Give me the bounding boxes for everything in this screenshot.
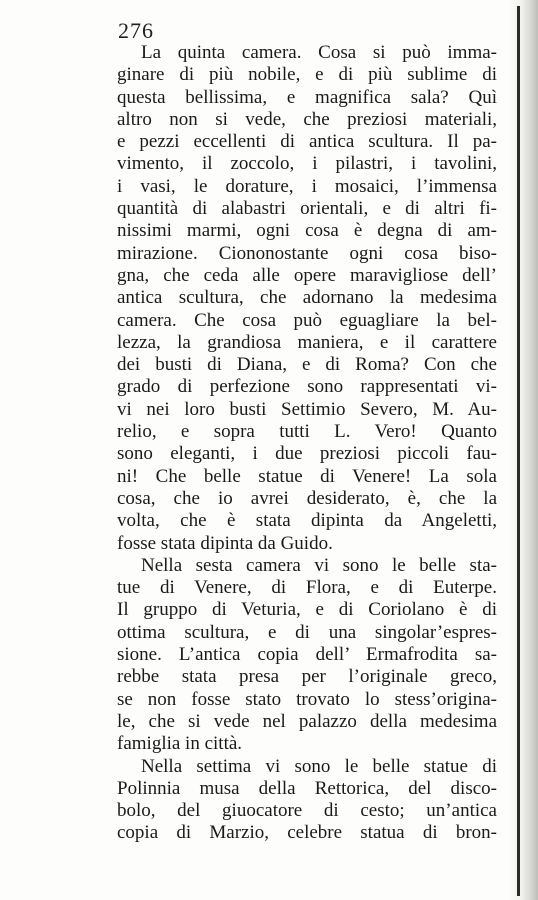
page-gutter-shadow [508, 0, 538, 900]
text-line: rebbe stata presa per l’originale greco, [117, 666, 497, 688]
text-line: cosa, che io avrei desiderato, è, che la [117, 487, 497, 509]
text-line: vi nei loro busti Settimio Severo, M. Au- [117, 398, 497, 420]
text-line: Nella settima vi sono le belle statue di [141, 755, 497, 777]
text-line: i vasi, le dorature, i mosaici, l’immensa [117, 175, 497, 197]
text-line: camera. Che cosa può eguagliare la bel- [117, 309, 497, 331]
text-line: antica scultura, che adornano la medesima [117, 287, 497, 309]
text-line: se non fosse stato trovato lo stess’origina- [117, 688, 497, 710]
text-line: Nella sesta camera vi sono le belle sta- [141, 554, 497, 576]
text-line: bolo, del giuocatore di cesto; un’antica [117, 800, 497, 822]
binding-edge [517, 6, 520, 896]
text-line: sione. L’antica copia dell’ Ermafrodita sa- [117, 644, 497, 666]
text-line: volta, che è stata dipinta da Angeletti, [117, 510, 497, 532]
text-line: Polinnia musa della Rettorica, del disco- [117, 777, 497, 799]
text-line: questa bellissima, e magnifica sala? Quì [117, 86, 497, 108]
text-line: ottima scultura, e di una singolar’espres- [117, 621, 497, 643]
text-line: La quinta camera. Cosa si può imma- [141, 42, 497, 63]
page-text [117, 42, 497, 845]
text-line: relio, e sopra tutti L. Vero! Quanto [117, 421, 497, 443]
text-line: copia di Marzio, celebre statua di bron- [117, 822, 497, 844]
text-line: tue di Venere, di Flora, e di Euterpe. [117, 577, 497, 599]
text-line: altro non si vede, che preziosi materiali, [117, 108, 497, 130]
text-line: grado di perfezione sono rappresentati vi- [117, 376, 497, 398]
text-line: quantità di alabastri orientali, e di altri fi- [117, 198, 497, 220]
text-line: famiglia in città. [117, 733, 243, 755]
text-line: sono eleganti, i due preziosi piccoli fau- [117, 443, 497, 465]
text-line: Il gruppo di Veturia, e di Coriolano è di [117, 599, 497, 621]
text-line: gna, che ceda alle opere maravigliose dell’ [117, 264, 497, 286]
text-line: e pezzi eccellenti di antica scultura. Il pa- [117, 131, 497, 153]
text-line: fosse stata dipinta da Guido. [117, 532, 333, 554]
text-line: ni! Che belle statue di Venere! La sola [117, 465, 497, 487]
page-number: 276 [118, 18, 154, 43]
text-line: ginare di più nobile, e di più sublime di [117, 64, 497, 86]
text-line: vimento, il zoccolo, i pilastri, i tavolini, [117, 153, 497, 175]
text-line: nissimi marmi, ogni cosa è degna di am- [117, 220, 497, 242]
text-line: dei busti di Diana, e di Roma? Con che [117, 354, 497, 376]
text-line: mirazione. Ciononostante ogni cosa biso- [117, 242, 497, 264]
text-line: lezza, la grandiosa maniera, e il carattere [117, 331, 497, 353]
text-line: le, che si vede nel palazzo della medesima [117, 710, 497, 732]
